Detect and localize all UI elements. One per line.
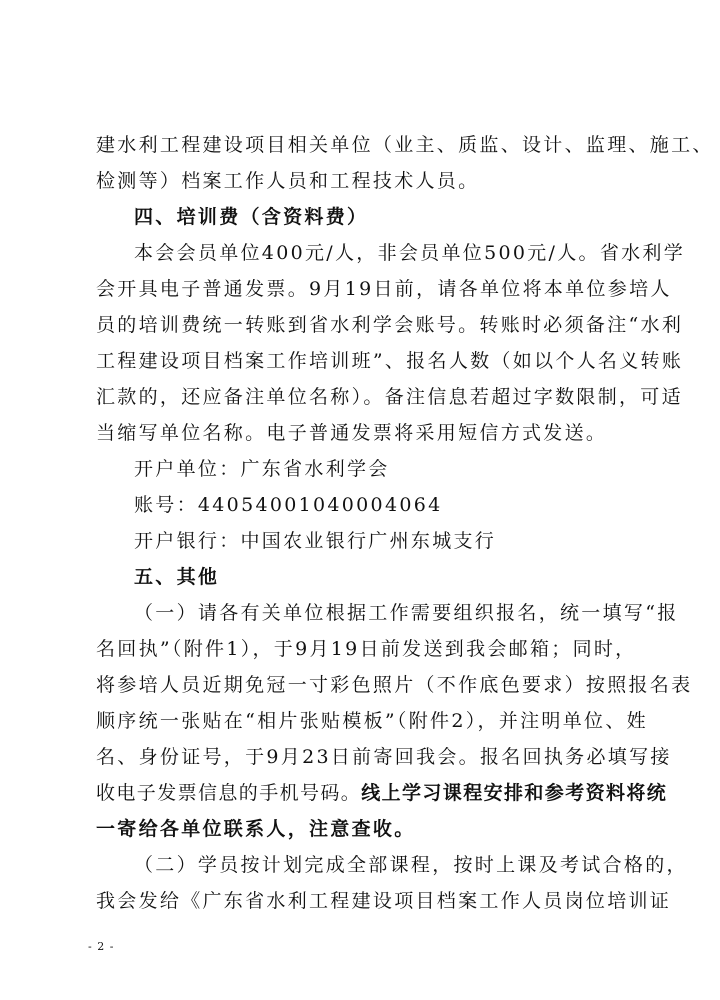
section-heading-training-fee: 四、培训费（含资料费） [134,206,369,228]
text-line: 工程建设项目档案工作培训班”、报名人数（如以个人名义转账 [96,350,684,372]
text-line: 名、身份证号，于9月23日前寄回我会。报名回执务必填写接 [96,746,672,768]
text-line: 当缩写单位名称。电子普通发票将采用短信方式发送。 [96,422,608,444]
text-line: 汇款的，还应备注单位名称）。备注信息若超过字数限制，可适 [96,386,683,408]
section-heading-other: 五、其他 [134,566,220,588]
bank-name: 开户银行：中国农业银行广州东城支行 [134,530,497,552]
text-line: 我会发给《广东省水利工程建设项目档案工作人员岗位培训证 [96,890,672,912]
text-line: （二）学员按计划完成全部课程，按时上课及考试合格的， [134,854,688,876]
emphasis-text: 线上学习课程安排和参考资料将统 [361,782,668,804]
text-line: 建水利工程建设项目相关单位（业主、质监、设计、监理、施工、 [96,134,714,156]
text-line: 名回执”（附件1），于9月19日前发送到我会邮箱；同时， [96,638,637,660]
text-segment: 收电子发票信息的手机号码。 [96,782,362,804]
page-number: - 2 - [88,940,115,953]
text-line: （一）请各有关单位根据工作需要组织报名，统一填写“报 [134,602,679,624]
text-line: 检测等）档案工作人员和工程技术人员。 [96,170,480,192]
text-line-mixed [96,781,668,805]
text-line: 将参培人员近期免冠一寸彩色照片（不作底色要求）按照报名表 [96,674,693,696]
account-holder: 开户单位：广东省水利学会 [134,458,390,480]
text-line: 顺序统一张贴在“相片张贴模板”（附件2），并注明单位、姓 [96,710,648,732]
text-line: 本会会员单位400元/人，非会员单位500元/人。省水利学 [134,242,686,264]
account-number: 账号：44054001040004064 [134,494,443,516]
text-line: 员的培训费统一转账到省水利学会账号。转账时必须备注“水利 [96,314,684,336]
emphasis-text-line: 一寄给各单位联系人，注意查收。 [96,818,416,840]
text-line: 会开具电子普通发票。9月19日前，请各单位将本单位参培人 [96,278,672,300]
